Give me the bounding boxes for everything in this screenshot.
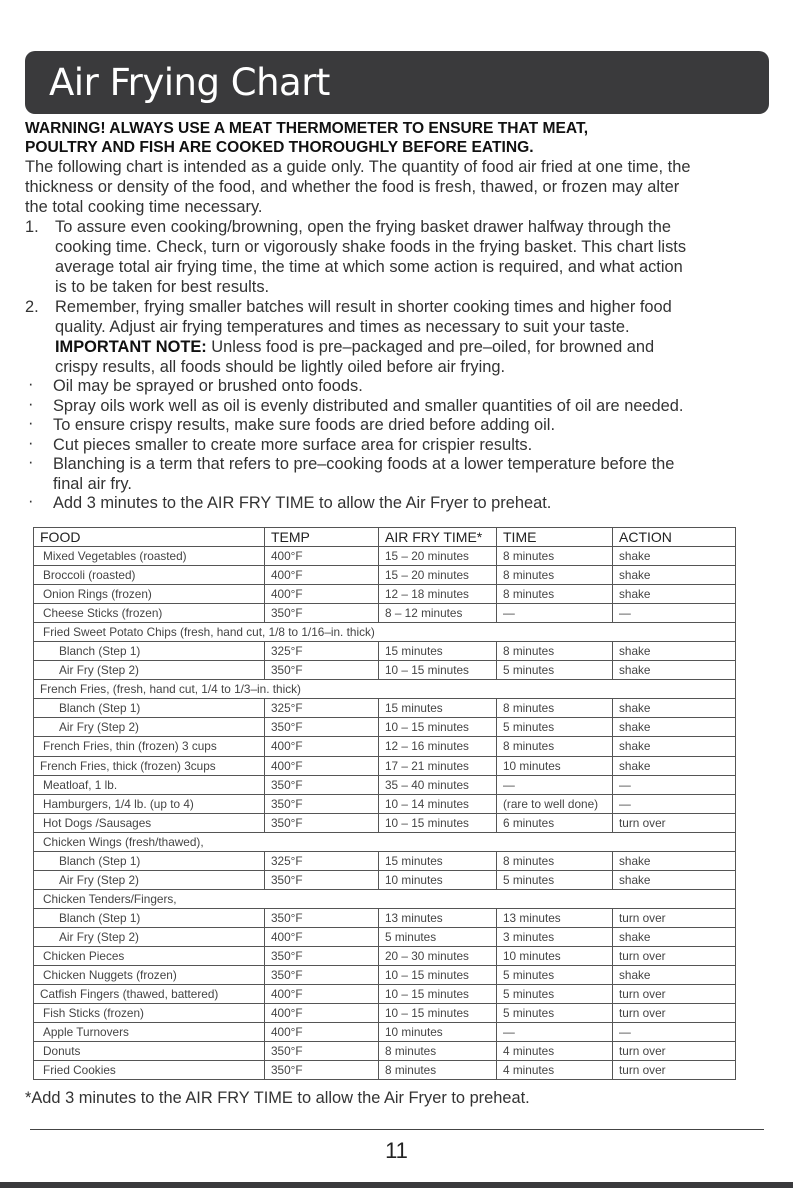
important-note: [55, 337, 767, 357]
instructions-block: [25, 119, 767, 514]
cell-time: 5 minutes: [497, 1004, 613, 1023]
bullet-item: [25, 394, 767, 417]
table-row: [34, 851, 736, 870]
cell-time: 3 minutes: [497, 927, 613, 946]
cell-temp: 400°F: [265, 756, 379, 775]
bullet-item: [25, 416, 767, 436]
bullet-text: final air fry.: [53, 474, 132, 493]
cell-air-fry-time: 10 – 15 minutes: [379, 718, 497, 737]
bottom-bar: [0, 1182, 793, 1188]
table-row: [34, 908, 736, 927]
table-row: [34, 566, 736, 585]
cell-food: Broccoli (roasted): [34, 566, 265, 585]
group-label: Fried Sweet Potato Chips (fresh, hand cut, 1/8 to 1/16–in. thick): [34, 623, 736, 642]
warning-line-1: WARNING! ALWAYS USE A MEAT THERMOMETER TO ENSURE THAT MEAT,: [25, 120, 589, 137]
cell-temp: 350°F: [265, 661, 379, 680]
cell-action: shake: [613, 870, 736, 889]
cell-air-fry-time: 15 – 20 minutes: [379, 547, 497, 566]
cell-action: shake: [613, 851, 736, 870]
numbered-item-2: [25, 297, 767, 377]
group-label: Chicken Tenders/Fingers,: [34, 889, 736, 908]
bullet-dot: ·: [28, 433, 34, 452]
cell-action: shake: [613, 661, 736, 680]
column-header-air-fry-time: AIR FRY TIME*: [379, 528, 497, 547]
cell-air-fry-time: 20 – 30 minutes: [379, 946, 497, 965]
table-row: [34, 737, 736, 756]
cell-air-fry-time: 10 – 15 minutes: [379, 813, 497, 832]
cell-air-fry-time: 12 – 16 minutes: [379, 737, 497, 756]
bullet-text: Oil may be sprayed or brushed onto foods.: [53, 377, 363, 395]
item-line: cooking time. Check, turn or vigorously shake foods in the frying basket. This chart lists: [55, 238, 687, 256]
important-note-label: IMPORTANT NOTE:: [55, 338, 207, 356]
group-label: French Fries, (fresh, hand cut, 1/4 to 1/3–in. thick): [34, 680, 736, 699]
cell-air-fry-time: 10 – 15 minutes: [379, 966, 497, 985]
cell-action: shake: [613, 737, 736, 756]
bullet-item: [25, 455, 767, 494]
table-row: [34, 966, 736, 985]
table-row: [34, 547, 736, 566]
cell-food: Blanch (Step 1): [34, 699, 265, 718]
cell-food: Blanch (Step 1): [34, 851, 265, 870]
cell-food: Cheese Sticks (frozen): [34, 604, 265, 623]
bullet-text: Spray oils work well as oil is evenly distributed and smaller quantities of oil are needed.: [53, 396, 684, 415]
cell-air-fry-time: 13 minutes: [379, 908, 497, 927]
cell-air-fry-time: 15 – 20 minutes: [379, 566, 497, 585]
table-row: [34, 585, 736, 604]
table-group-row: [34, 623, 736, 642]
table-body: [34, 547, 736, 1080]
bullet-item: [25, 433, 767, 456]
column-header-temp: TEMP: [265, 528, 379, 547]
bullet-item: [25, 377, 767, 397]
cell-air-fry-time: 10 – 15 minutes: [379, 1004, 497, 1023]
cell-air-fry-time: 17 – 21 minutes: [379, 756, 497, 775]
cell-action: turn over: [613, 985, 736, 1004]
table-group-row: [34, 832, 736, 851]
cell-time: 6 minutes: [497, 813, 613, 832]
cell-action: shake: [613, 642, 736, 661]
cell-food: Fried Cookies: [34, 1061, 265, 1080]
cell-air-fry-time: 10 minutes: [379, 870, 497, 889]
table-row: [34, 927, 736, 946]
cell-time: 5 minutes: [497, 870, 613, 889]
table-row: [34, 794, 736, 813]
cell-time: 8 minutes: [497, 547, 613, 566]
cell-air-fry-time: 8 minutes: [379, 1061, 497, 1080]
bullet-dot: ·: [28, 453, 34, 471]
column-header-action: ACTION: [613, 528, 736, 547]
divider: [30, 1129, 764, 1130]
cell-time: 8 minutes: [497, 642, 613, 661]
cell-action: shake: [613, 756, 736, 775]
table-row: [34, 1023, 736, 1042]
item-line: is to be taken for best results.: [55, 278, 270, 296]
cell-action: —: [613, 1023, 736, 1042]
cell-food: Air Fry (Step 2): [34, 718, 265, 737]
table-row: [34, 661, 736, 680]
cell-air-fry-time: 8 – 12 minutes: [379, 604, 497, 623]
cell-action: shake: [613, 566, 736, 585]
cell-temp: 325°F: [265, 699, 379, 718]
cell-time: 4 minutes: [497, 1042, 613, 1061]
cell-time: 8 minutes: [497, 585, 613, 604]
cell-time: 8 minutes: [497, 851, 613, 870]
cell-food: Chicken Pieces: [34, 946, 265, 965]
cell-action: turn over: [613, 1042, 736, 1061]
cell-food: Apple Turnovers: [34, 1023, 265, 1042]
cell-food: Fish Sticks (frozen): [34, 1004, 265, 1023]
cell-time: —: [497, 775, 613, 794]
cell-action: turn over: [613, 1004, 736, 1023]
cell-action: shake: [613, 966, 736, 985]
important-note-text: Unless food is pre–packaged and pre–oiled, for browned and: [206, 338, 655, 356]
cell-time: 5 minutes: [497, 985, 613, 1004]
group-label: Chicken Wings (fresh/thawed),: [34, 832, 736, 851]
numbered-item-1: [25, 217, 767, 297]
cell-air-fry-time: 15 minutes: [379, 851, 497, 870]
cell-time: (rare to well done): [497, 794, 613, 813]
air-frying-table: [33, 527, 736, 1080]
cell-food: Catfish Fingers (thawed, battered): [34, 985, 265, 1004]
cell-food: Hot Dogs /Sausages: [34, 813, 265, 832]
cell-temp: 350°F: [265, 908, 379, 927]
cell-action: shake: [613, 547, 736, 566]
cell-food: French Fries, thin (frozen) 3 cups: [34, 737, 265, 756]
cell-food: Donuts: [34, 1042, 265, 1061]
cell-temp: 400°F: [265, 547, 379, 566]
table-row: [34, 985, 736, 1004]
cell-time: 5 minutes: [497, 966, 613, 985]
table-row: [34, 718, 736, 737]
cell-time: 10 minutes: [497, 756, 613, 775]
table-row: [34, 1061, 736, 1080]
cell-temp: 350°F: [265, 870, 379, 889]
cell-time: 8 minutes: [497, 699, 613, 718]
bullet-text: Add 3 minutes to the AIR FRY TIME to allow the Air Fryer to preheat.: [53, 494, 552, 512]
cell-air-fry-time: 10 minutes: [379, 1023, 497, 1042]
cell-time: —: [497, 604, 613, 623]
table-row: [34, 642, 736, 661]
cell-food: Chicken Nuggets (frozen): [34, 966, 265, 985]
cell-air-fry-time: 8 minutes: [379, 1042, 497, 1061]
cell-time: 8 minutes: [497, 737, 613, 756]
footnote: *Add 3 minutes to the AIR FRY TIME to allow the Air Fryer to preheat.: [25, 1089, 530, 1107]
table-row: [34, 1042, 736, 1061]
cell-time: 10 minutes: [497, 946, 613, 965]
item-line: average total air frying time, the time at which some action is required, and what action: [55, 258, 683, 276]
cell-temp: 400°F: [265, 1023, 379, 1042]
cell-food: Air Fry (Step 2): [34, 927, 265, 946]
item-number: 1.: [25, 218, 39, 236]
column-header-time: TIME: [497, 528, 613, 547]
cell-temp: 400°F: [265, 927, 379, 946]
table-group-row: [34, 889, 736, 908]
cell-action: —: [613, 794, 736, 813]
bullet-item: [25, 494, 767, 514]
cell-food: French Fries, thick (frozen) 3cups: [34, 756, 265, 775]
bullet-text: Blanching is a term that refers to pre–cooking foods at a lower temperature before the: [53, 455, 675, 473]
cell-air-fry-time: 10 – 15 minutes: [379, 985, 497, 1004]
cell-food: Air Fry (Step 2): [34, 870, 265, 889]
bullet-dot: ·: [28, 492, 34, 510]
cell-action: —: [613, 604, 736, 623]
table-row: [34, 870, 736, 889]
cell-time: 13 minutes: [497, 908, 613, 927]
cell-air-fry-time: 5 minutes: [379, 927, 497, 946]
intro-line-3: the total cooking time necessary.: [25, 198, 263, 216]
cell-temp: 350°F: [265, 604, 379, 623]
warning-line-2: POULTRY AND FISH ARE COOKED THOROUGHLY BEFORE EATING.: [25, 139, 534, 156]
bullet-dot: ·: [28, 394, 34, 413]
cell-temp: 400°F: [265, 585, 379, 604]
table-row: [34, 946, 736, 965]
bullet-text: To ensure crispy results, make sure foods are dried before adding oil.: [53, 416, 555, 434]
cell-time: 5 minutes: [497, 661, 613, 680]
table-row: [34, 604, 736, 623]
bullet-text: Cut pieces smaller to create more surface area for crispier results.: [53, 435, 533, 454]
cell-air-fry-time: 35 – 40 minutes: [379, 775, 497, 794]
cell-food: Blanch (Step 1): [34, 908, 265, 927]
table-row: [34, 1004, 736, 1023]
cell-food: Meatloaf, 1 lb.: [34, 775, 265, 794]
item-line: crispy results, all foods should be lightly oiled before air frying.: [55, 358, 506, 376]
cell-temp: 350°F: [265, 718, 379, 737]
cell-time: 5 minutes: [497, 718, 613, 737]
cell-temp: 350°F: [265, 813, 379, 832]
column-header-food: FOOD: [34, 528, 265, 547]
cell-action: shake: [613, 585, 736, 604]
cell-temp: 350°F: [265, 1061, 379, 1080]
cell-temp: 325°F: [265, 642, 379, 661]
table-row: [34, 756, 736, 775]
cell-food: Mixed Vegetables (roasted): [34, 547, 265, 566]
cell-time: 8 minutes: [497, 566, 613, 585]
cell-temp: 350°F: [265, 946, 379, 965]
cell-temp: 350°F: [265, 775, 379, 794]
cell-food: Onion Rings (frozen): [34, 585, 265, 604]
intro-line-2: thickness or density of the food, and whether the food is fresh, thawed, or frozen may alter: [25, 178, 680, 196]
intro-line-1: The following chart is intended as a guide only. The quantity of food air fried at one time, the: [25, 158, 691, 176]
cell-action: turn over: [613, 813, 736, 832]
table-row: [34, 699, 736, 718]
table-row: [34, 813, 736, 832]
item-line: quality. Adjust air frying temperatures and times as necessary to suit your taste.: [55, 318, 630, 336]
cell-air-fry-time: 15 minutes: [379, 642, 497, 661]
cell-action: turn over: [613, 1061, 736, 1080]
cell-food: Air Fry (Step 2): [34, 661, 265, 680]
bullet-dot: ·: [28, 375, 34, 393]
cell-time: —: [497, 1023, 613, 1042]
cell-action: turn over: [613, 908, 736, 927]
cell-air-fry-time: 10 – 15 minutes: [379, 661, 497, 680]
item-line: To assure even cooking/browning, open the frying basket drawer halfway through the: [55, 218, 671, 236]
table-header-row: [34, 528, 736, 547]
item-line: Remember, frying smaller batches will result in shorter cooking times and higher food: [55, 298, 672, 316]
cell-food: Hamburgers, 1/4 lb. (up to 4): [34, 794, 265, 813]
cell-temp: 400°F: [265, 566, 379, 585]
table-group-row: [34, 680, 736, 699]
cell-air-fry-time: 15 minutes: [379, 699, 497, 718]
cell-air-fry-time: 10 – 14 minutes: [379, 794, 497, 813]
page-title: Air Frying Chart: [49, 61, 330, 104]
cell-temp: 325°F: [265, 851, 379, 870]
cell-action: shake: [613, 927, 736, 946]
cell-time: 4 minutes: [497, 1061, 613, 1080]
cell-temp: 400°F: [265, 737, 379, 756]
cell-action: shake: [613, 699, 736, 718]
cell-action: shake: [613, 718, 736, 737]
cell-action: —: [613, 775, 736, 794]
cell-temp: 350°F: [265, 794, 379, 813]
cell-temp: 400°F: [265, 1004, 379, 1023]
page-number: 11: [385, 1138, 408, 1163]
cell-temp: 350°F: [265, 966, 379, 985]
cell-air-fry-time: 12 – 18 minutes: [379, 585, 497, 604]
title-bar: [25, 51, 769, 114]
cell-temp: 350°F: [265, 1042, 379, 1061]
cell-food: Blanch (Step 1): [34, 642, 265, 661]
item-number: 2.: [25, 298, 39, 316]
bullet-dot: ·: [28, 414, 34, 432]
cell-action: turn over: [613, 946, 736, 965]
table-row: [34, 775, 736, 794]
cell-temp: 400°F: [265, 985, 379, 1004]
